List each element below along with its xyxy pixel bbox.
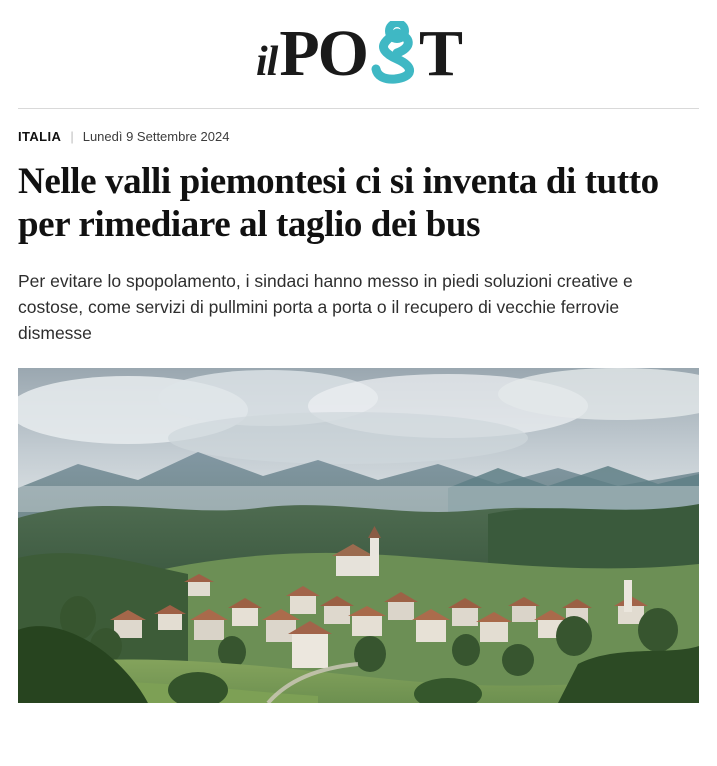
logo-wordmark-suffix: T	[418, 17, 462, 90]
hero-image	[18, 368, 699, 703]
article-meta	[0, 109, 717, 144]
meta-separator: |	[70, 129, 74, 144]
site-logo[interactable]	[255, 17, 462, 90]
post-knot-logo-icon	[367, 21, 419, 87]
page-title: Nelle valli piemontesi ci si inventa di tutto per rimediare al taglio dei bus	[18, 161, 659, 246]
logo-wordmark	[279, 17, 462, 90]
logo-wordmark-text: PO	[279, 17, 367, 90]
section-label[interactable]: ITALIA	[18, 129, 62, 144]
hero-illustration	[18, 368, 699, 703]
logo-prefix: il	[255, 39, 278, 85]
site-masthead	[0, 0, 717, 108]
publish-date: Lunedì 9 Settembre 2024	[82, 129, 230, 144]
article-standfirst: Per evitare lo spopolamento, i sindaci hanno messo in piedi soluzioni creative e costose, come servizi di pullmini porta a porta o il recupero di vecchie ferrovie dismesse	[18, 270, 633, 344]
